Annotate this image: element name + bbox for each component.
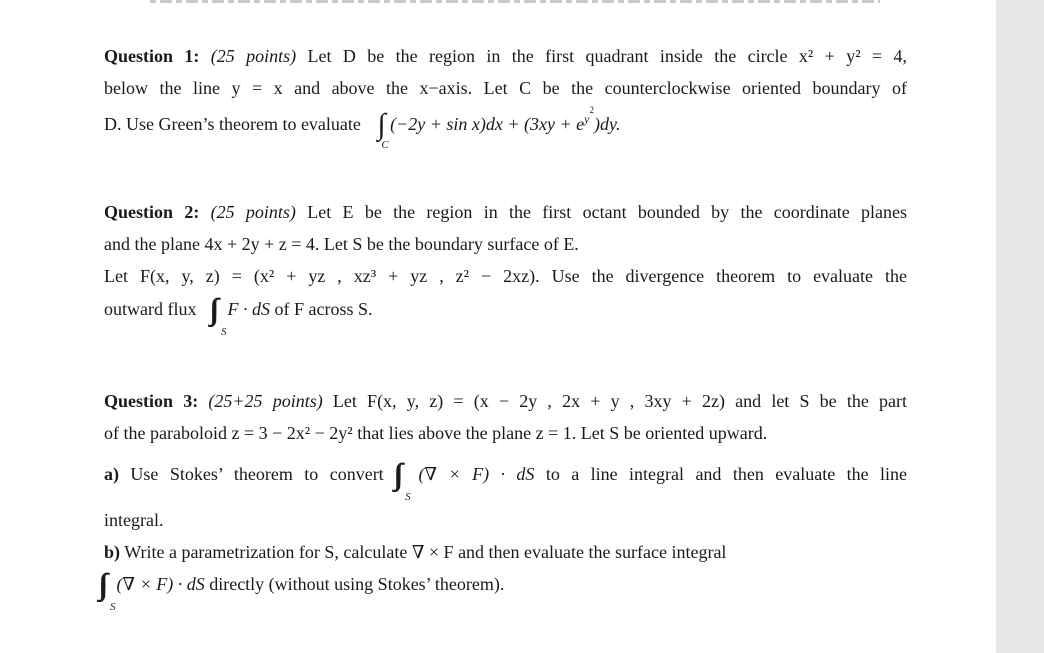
q2-line-4 [104,298,373,338]
q3-part-b-integral [100,573,505,613]
q2-integrand: F · dS [227,299,270,319]
q3-part-a-cont: integral. [104,510,164,530]
surface-integral-symbol [211,301,227,338]
q1-integral-sub: C [381,139,389,151]
q3-part-a [104,463,908,503]
q3-b-end: directly (without using Stokes’ theorem). [209,574,505,594]
q3-label: Question 3: [104,391,199,411]
q3-points: (25+25 points) [208,391,323,411]
q1-line-1 [104,45,907,67]
q1-exp-base: y [584,112,590,126]
q1-integrand-end: )dy. [593,114,621,134]
q3-a-text: Use Stokes’ theorem to convert [130,464,384,484]
q1-exp-pow: 2 [589,105,594,115]
q1-line-2: below the line y = x and above the x−axis. Let C be the counterclockwise oriented boundary of [104,78,907,98]
q2-line-1 [104,201,907,223]
q3-line-1 [104,390,907,412]
q1-integrand: (−2y + sin x)dx + (3xy + e [390,114,585,134]
q3-b-integrand: (∇ × F) · dS [116,574,205,594]
q3-b-text: Write a parametrization for S, calculate ∇ × F and then evaluate the surface integral [124,542,727,562]
q1-label: Question 1: [104,46,200,66]
line-integral-symbol: ∫ C [377,108,389,151]
q3-a-sub: S [405,491,411,503]
q3-a-label: a) [104,464,119,484]
surface-integral-symbol [100,576,116,613]
q1-text-1: Let D be the region in the first quadrant inside the circle x² + y² = 4, [307,46,908,66]
q3-b-label: b) [104,542,121,562]
q3-a-end: to a line integral and then evaluate the line [545,464,908,484]
q1-line-3 [104,105,621,151]
surface-integral-symbol [395,466,411,503]
q2-text-4-end: of F across S. [274,299,373,319]
viewer-background [996,0,1044,653]
q1-text-3: D. Use Green’s theorem to evaluate [104,114,361,134]
q3-b-sub: S [110,601,116,613]
q2-label: Question 2: [104,202,200,222]
q2-text-4: outward flux [104,299,197,319]
q1-points: (25 points) [210,46,297,66]
q2-points: (25 points) [210,202,296,222]
q2-text-1: Let E be the region in the first octant bounded by the coordinate planes [307,202,908,222]
q3-line-2: of the paraboloid z = 3 − 2x² − 2y² that lies above the plane z = 1. Let S be oriented upward. [104,423,768,443]
q2-integral-sub: S [220,326,227,338]
q2-line-2: and the plane 4x + 2y + z = 4. Let S be the boundary surface of E. [104,234,579,254]
q3-text-1: Let F(x, y, z) = (x − 2y , 2x + y , 3xy + 2z) and let S be the part [332,391,908,411]
q2-line-3: Let F(x, y, z) = (x² + yz , xz³ + yz , z² − 2xz). Use the divergence theorem to evaluate the [104,266,907,286]
q3-part-b [104,541,726,563]
q3-a-integrand: (∇ × F) · dS [418,464,535,484]
cropped-previous-line [150,0,880,3]
